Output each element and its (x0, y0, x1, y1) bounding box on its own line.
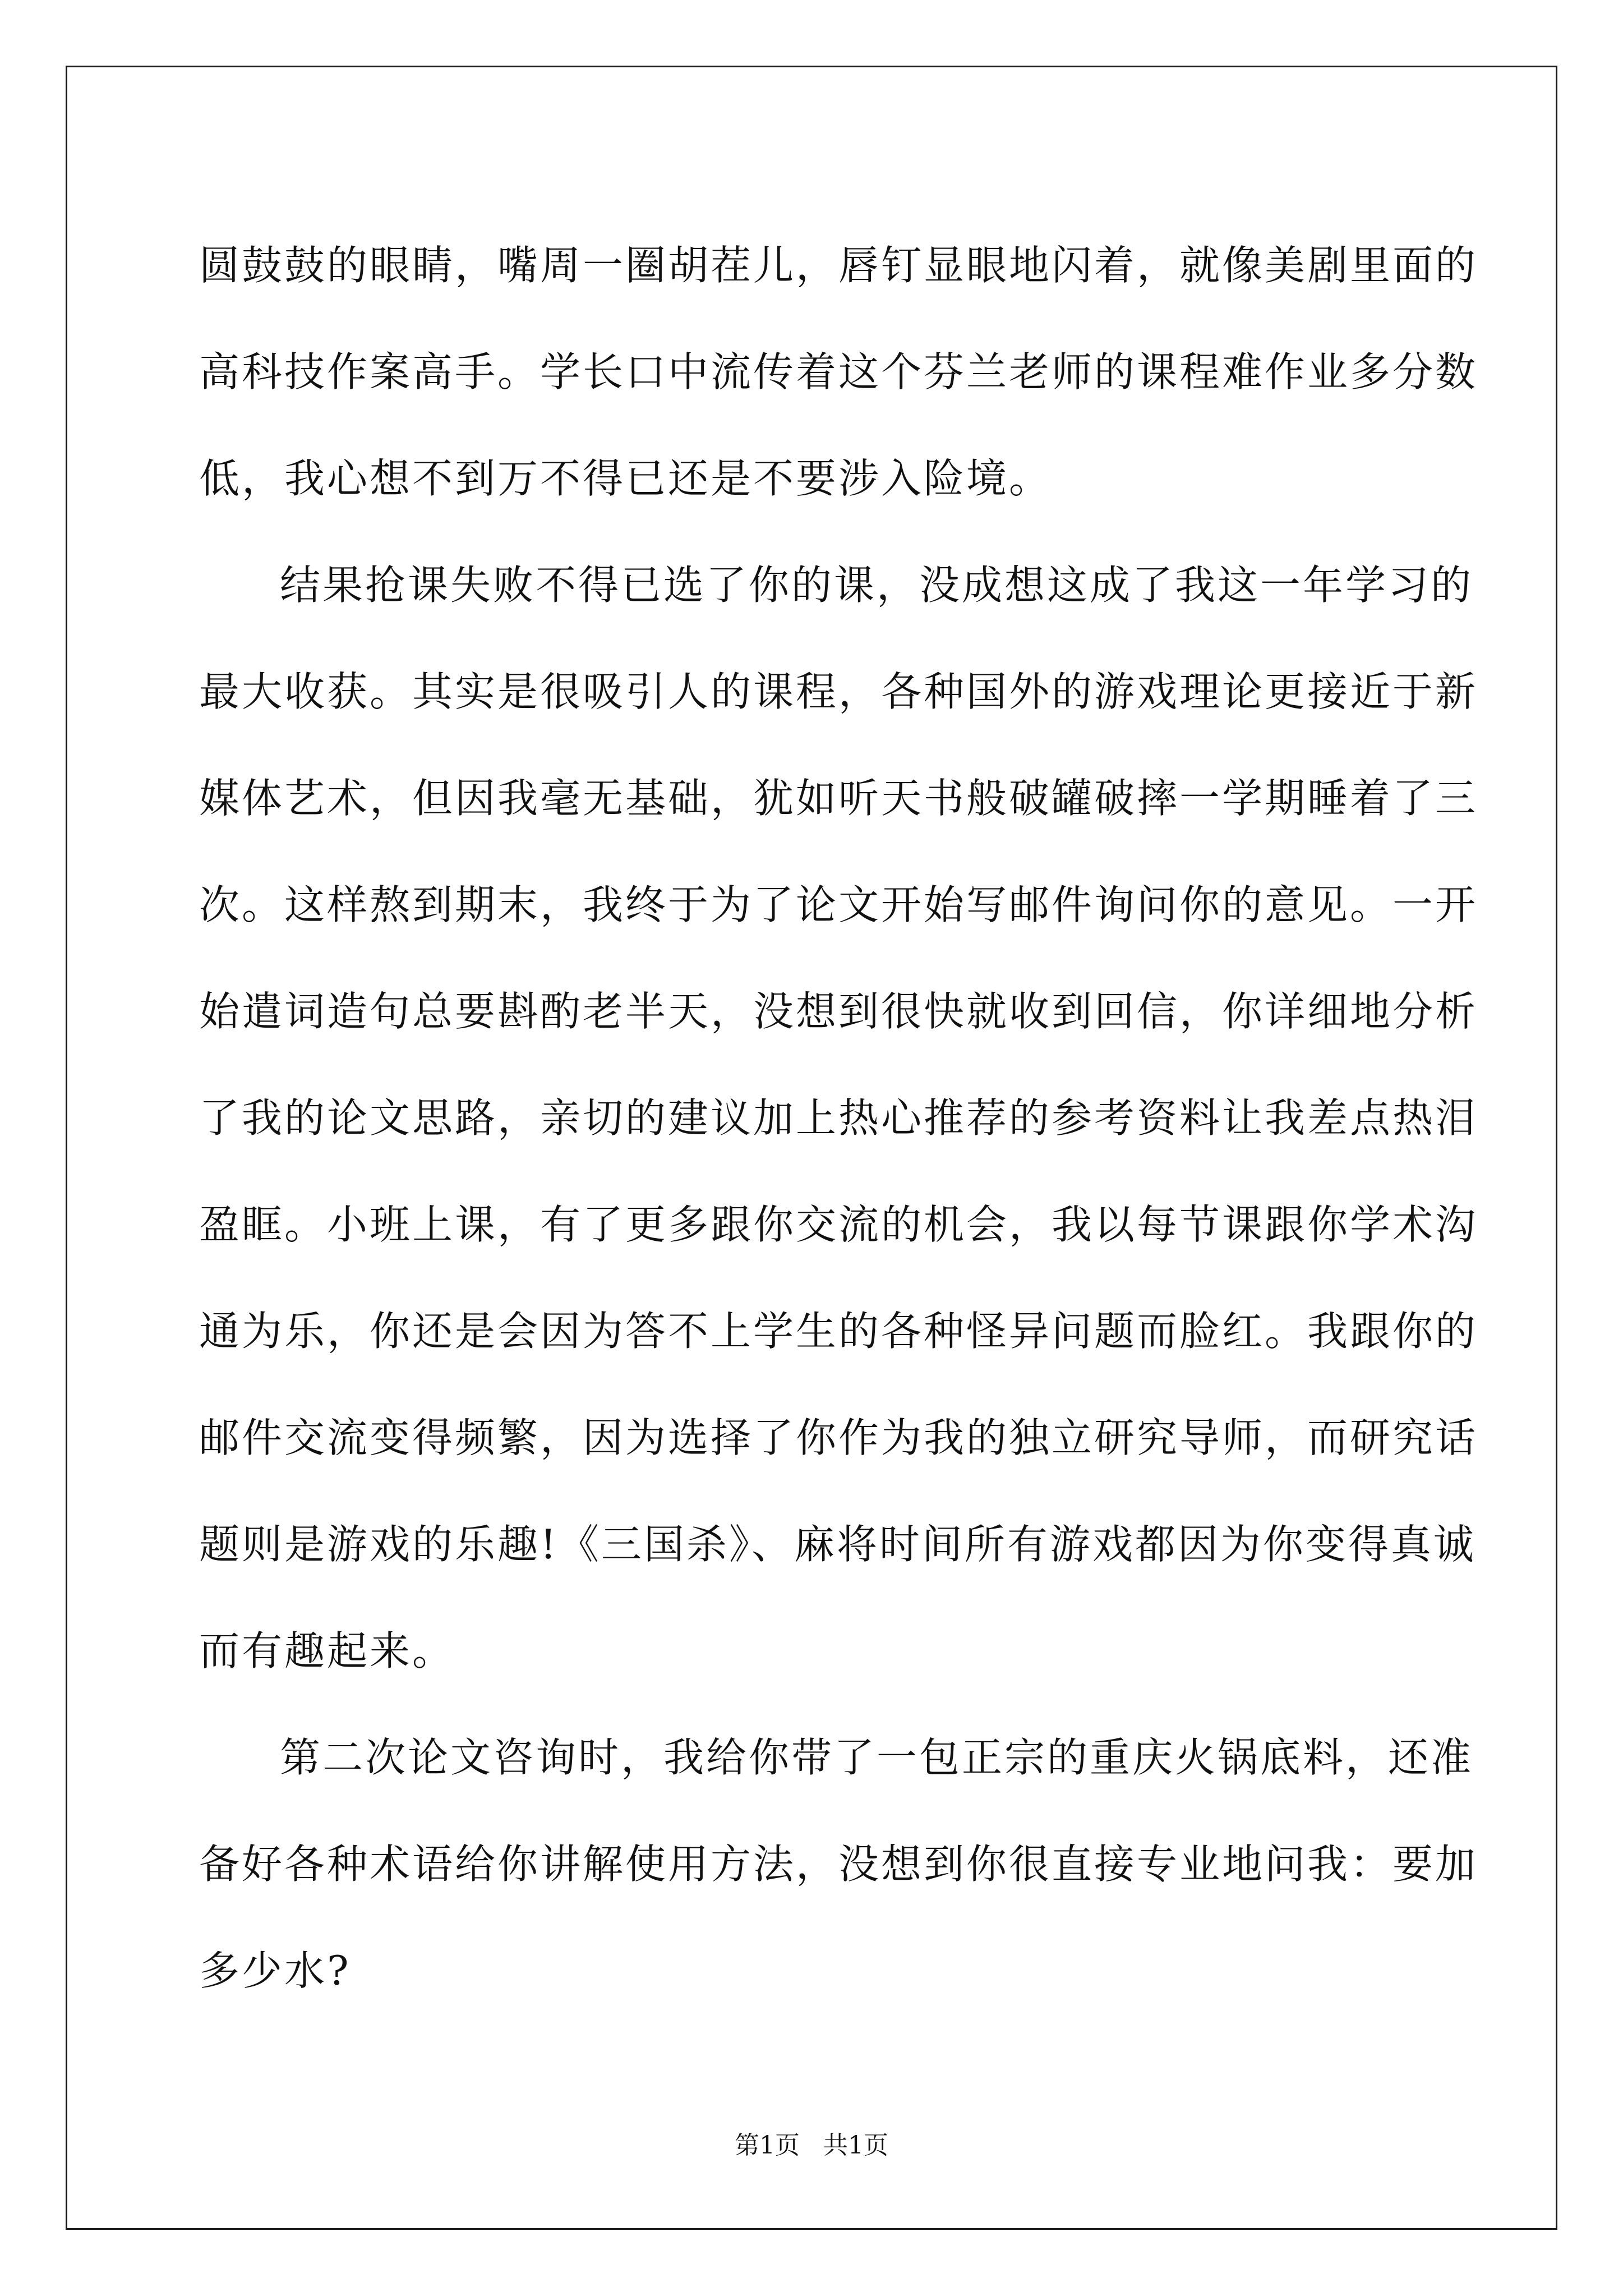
page-number-footer: 第1页 共1页 (735, 2131, 888, 2160)
paragraph-1 (199, 212, 1478, 532)
text-line: 高科技作案高手。学长口中流传着这个芬兰老师的课程难作业多分数 (199, 348, 1478, 395)
text-line: 最大收获。其实是很吸引人的课程，各种国外的游戏理论更接近于新 (199, 668, 1478, 715)
document-body (199, 212, 1478, 2024)
text-line: 多少水? (199, 1947, 351, 1994)
text-line: 通为乐，你还是会因为答不上学生的各种怪异问题而脸红。我跟你的 (199, 1308, 1478, 1355)
text-line: 备好各种术语给你讲解使用方法，没想到你很直接专业地问我：要加 (199, 1841, 1478, 1888)
text-line: 圆鼓鼓的眼睛，嘴周一圈胡茬儿，唇钉显眼地闪着，就像美剧里面的 (199, 242, 1478, 289)
text-line: 媒体艺术，但因我毫无基础，犹如听天书般破罐破摔一学期睡着了三 (199, 775, 1478, 822)
text-line: 第二次论文咨询时，我给你带了一包正宗的重庆火锅底料，还准 (280, 1734, 1474, 1781)
paragraph-2 (199, 532, 1478, 1704)
text-line: 结果抢课失败不得已选了你的课，没成想这成了我这一年学习的 (280, 562, 1474, 609)
text-line: 次。这样熬到期末，我终于为了论文开始写邮件询问你的意见。一开 (199, 881, 1478, 928)
text-line: 低，我心想不到万不得已还是不要涉入险境。 (199, 455, 1052, 502)
text-line: 而有趣起来。 (199, 1627, 455, 1674)
text-line: 盈眶。小班上课，有了更多跟你交流的机会，我以每节课跟你学术沟 (199, 1201, 1478, 1248)
text-line: 始遣词造句总要斟酌老半天，没想到很快就收到回信，你详细地分析 (199, 988, 1478, 1035)
text-line: 邮件交流变得频繁，因为选择了你作为我的独立研究导师，而研究话 (199, 1414, 1478, 1461)
paragraph-3 (199, 1704, 1478, 2024)
text-line: 了我的论文思路，亲切的建议加上热心推荐的参考资料让我差点热泪 (199, 1094, 1478, 1142)
text-line: 题则是游戏的乐趣!《三国杀》、麻将时间所有游戏都因为你变得真诚 (199, 1521, 1476, 1568)
